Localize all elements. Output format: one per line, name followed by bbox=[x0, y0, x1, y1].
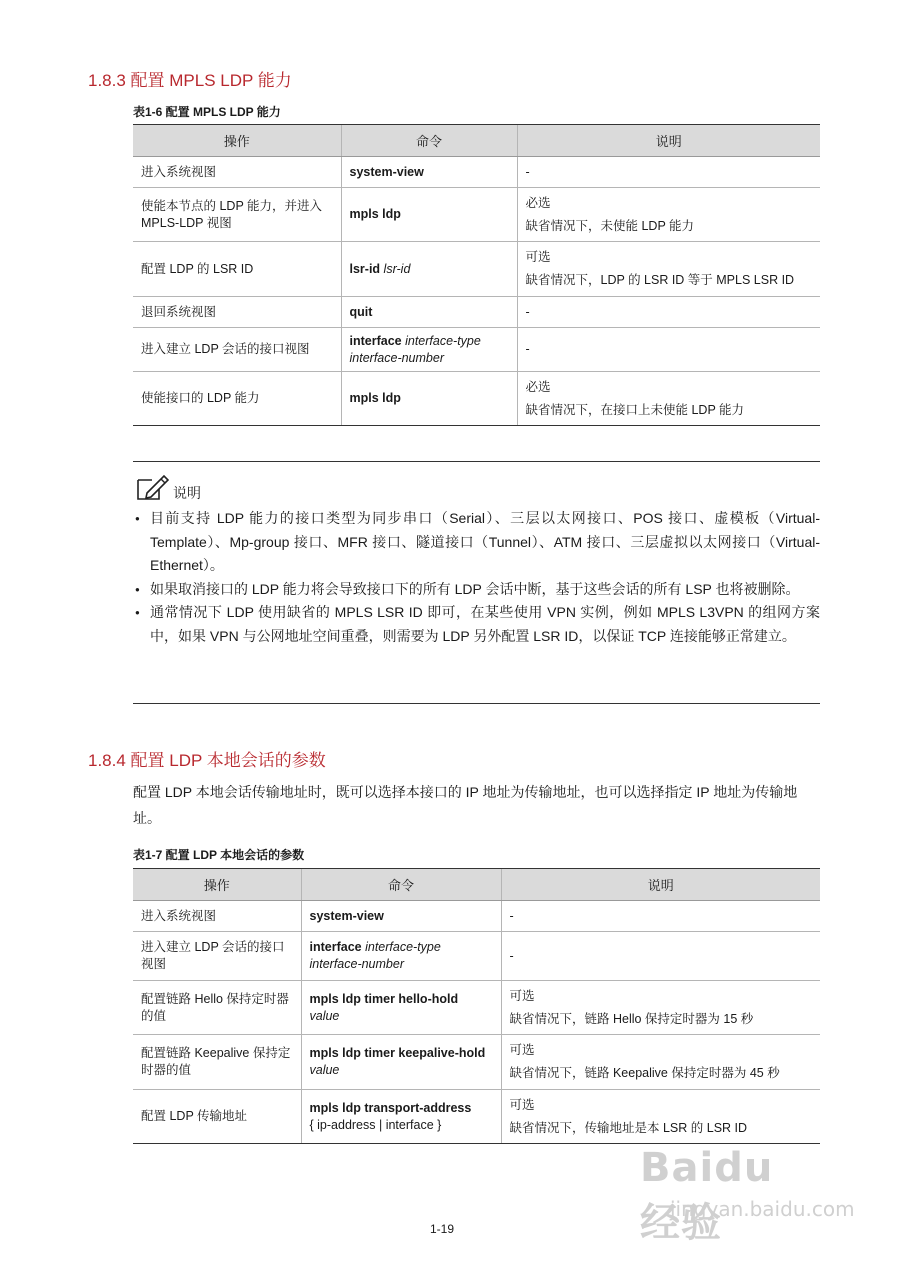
description-line: - bbox=[509, 908, 514, 923]
table-row bbox=[133, 981, 820, 1035]
command-keyword: system-view bbox=[349, 164, 424, 179]
description-line: 必选 bbox=[525, 195, 551, 210]
table-caption-1-6: 表1-6 配置 MPLS LDP 能力 bbox=[133, 105, 281, 119]
command-argument: { ip-address | interface } bbox=[309, 1117, 442, 1132]
row-operation: 配置 LDP 的 LSR ID bbox=[133, 242, 341, 297]
description-line: 可选 bbox=[509, 1097, 535, 1112]
table-row bbox=[133, 901, 820, 932]
row-operation: 退回系统视图 bbox=[133, 297, 341, 328]
row-description bbox=[501, 1035, 820, 1090]
row-operation: 使能本节点的 LDP 能力，并进入 MPLS-LDP 视图 bbox=[133, 188, 341, 242]
description-line: 缺省情况下，传输地址是本 LSR 的 LSR ID bbox=[509, 1120, 748, 1135]
table-1-7 bbox=[133, 868, 820, 1144]
description-line: 缺省情况下，未使能 LDP 能力 bbox=[525, 218, 695, 233]
row-command bbox=[301, 1035, 501, 1090]
header-operation: 操作 bbox=[133, 125, 341, 157]
table-row bbox=[133, 297, 820, 328]
watermark-url: jingyan.baidu.com bbox=[670, 1197, 855, 1221]
row-description bbox=[517, 242, 820, 297]
row-description bbox=[517, 328, 820, 372]
row-description bbox=[517, 297, 820, 328]
row-command bbox=[341, 372, 517, 426]
description-line: 缺省情况下，链路 Keepalive 保持定时器为 45 秒 bbox=[509, 1066, 780, 1080]
command-argument: interface-type interface-number bbox=[309, 940, 441, 971]
note-item: ● 如果取消接口的 LDP 能力将会导致接口下的所有 LDP 会话中断，基于这些会话的所有 LSP 也将被删除。 bbox=[133, 578, 820, 602]
page-number: 1-19 bbox=[430, 1222, 455, 1236]
row-command bbox=[301, 901, 501, 932]
row-command bbox=[341, 157, 517, 188]
description-line: - bbox=[509, 948, 514, 963]
row-operation: 配置链路 Hello 保持定时器的值 bbox=[133, 981, 301, 1035]
command-keyword: mpls ldp bbox=[349, 207, 401, 221]
command-argument: interface-type interface-number bbox=[349, 333, 481, 365]
table-caption-1-7: 表1-7 配置 LDP 本地会话的参数 bbox=[133, 848, 305, 862]
row-description bbox=[517, 157, 820, 188]
row-operation: 配置链路 Keepalive 保持定时器的值 bbox=[133, 1035, 301, 1090]
row-description bbox=[501, 901, 820, 932]
description-line: - bbox=[525, 342, 530, 356]
row-command bbox=[301, 932, 501, 981]
note-item: ● 目前支持 LDP 能力的接口类型为同步串口（Serial）、三层以太网接口、POS 接口、虚模板（Virtual-Template）、Mp-group 接口、MFR 接口、隧道接口（Tunnel）、ATM 接口、三层虚拟以太网接口（Virtual-Ethernet）。 bbox=[133, 507, 820, 578]
note-pencil-icon bbox=[135, 472, 169, 502]
row-operation: 进入建立 LDP 会话的接口视图 bbox=[133, 932, 301, 981]
row-description bbox=[501, 932, 820, 981]
note-list bbox=[133, 507, 820, 648]
row-command bbox=[341, 328, 517, 372]
row-description bbox=[501, 981, 820, 1035]
description-line: 可选 bbox=[509, 1043, 535, 1057]
row-operation: 进入系统视图 bbox=[133, 901, 301, 932]
command-argument: value bbox=[309, 1063, 340, 1077]
table-row bbox=[133, 188, 820, 242]
command-keyword: quit bbox=[349, 304, 373, 319]
note-item: ● 通常情况下 LDP 使用缺省的 MPLS LSR ID 即可，在某些使用 VPN 实例，例如 MPLS L3VPN 的组网方案中，如果 VPN 与公网地址空间重叠，则需要为 LDP 另外配置 LSR ID，以保证 TCP 连接能够正常建立。 bbox=[133, 601, 820, 648]
table-row bbox=[133, 932, 820, 981]
row-operation: 进入建立 LDP 会话的接口视图 bbox=[133, 328, 341, 372]
command-keyword: mpls ldp timer hello-hold bbox=[309, 991, 459, 1006]
table-row bbox=[133, 157, 820, 188]
row-command bbox=[341, 297, 517, 328]
table-row bbox=[133, 1090, 820, 1144]
description-line: 必选 bbox=[525, 379, 551, 394]
table-row bbox=[133, 242, 820, 297]
note-title: 说明 bbox=[173, 485, 201, 501]
table-row bbox=[133, 328, 820, 372]
description-line: 可选 bbox=[525, 250, 551, 264]
command-keyword: lsr-id bbox=[349, 261, 381, 276]
command-keyword: mpls ldp bbox=[349, 391, 401, 405]
header-command: 命令 bbox=[301, 869, 501, 901]
header-command: 命令 bbox=[341, 125, 517, 157]
description-line: - bbox=[525, 164, 530, 179]
header-description: 说明 bbox=[501, 869, 820, 901]
note-box bbox=[133, 461, 820, 704]
description-line: 缺省情况下，在接口上未使能 LDP 能力 bbox=[525, 402, 745, 417]
header-operation: 操作 bbox=[133, 869, 301, 901]
table-header-row bbox=[133, 869, 820, 901]
row-description bbox=[517, 372, 820, 426]
description-line: 缺省情况下，链路 Hello 保持定时器为 15 秒 bbox=[509, 1011, 754, 1026]
description-line: 可选 bbox=[509, 988, 535, 1003]
header-description: 说明 bbox=[517, 125, 820, 157]
description-line: 缺省情况下，LDP 的 LSR ID 等于 MPLS LSR ID bbox=[525, 273, 795, 287]
section-paragraph: 配置 LDP 本地会话传输地址时，既可以选择本接口的 IP 地址为传输地址，也可以选择指定 IP 地址为传输地址。 bbox=[133, 784, 798, 826]
row-command bbox=[341, 242, 517, 297]
table-row bbox=[133, 1035, 820, 1090]
section-heading-1-8-4: 1.8.4 配置 LDP 本地会话的参数 bbox=[88, 751, 326, 770]
section-heading-1-8-3: 1.8.3 配置 MPLS LDP 能力 bbox=[88, 71, 292, 90]
command-keyword: interface bbox=[309, 940, 362, 954]
row-description bbox=[501, 1090, 820, 1144]
row-operation: 进入系统视图 bbox=[133, 157, 341, 188]
command-argument: value bbox=[309, 1008, 340, 1023]
table-1-6 bbox=[133, 124, 820, 426]
row-command bbox=[301, 981, 501, 1035]
command-keyword: mpls ldp timer keepalive-hold bbox=[309, 1046, 486, 1060]
watermark-logo: Baidu经验 bbox=[640, 1145, 774, 1246]
row-operation: 使能接口的 LDP 能力 bbox=[133, 372, 341, 426]
command-keyword: system-view bbox=[309, 908, 384, 923]
command-argument: lsr-id bbox=[383, 261, 411, 276]
row-command bbox=[301, 1090, 501, 1144]
command-keyword: mpls ldp transport-address bbox=[309, 1100, 472, 1115]
description-line: - bbox=[525, 304, 530, 319]
table-row bbox=[133, 372, 820, 426]
row-command bbox=[341, 188, 517, 242]
table-header-row bbox=[133, 125, 820, 157]
command-keyword: interface bbox=[349, 333, 402, 348]
row-operation: 配置 LDP 传输地址 bbox=[133, 1090, 301, 1144]
row-description bbox=[517, 188, 820, 242]
